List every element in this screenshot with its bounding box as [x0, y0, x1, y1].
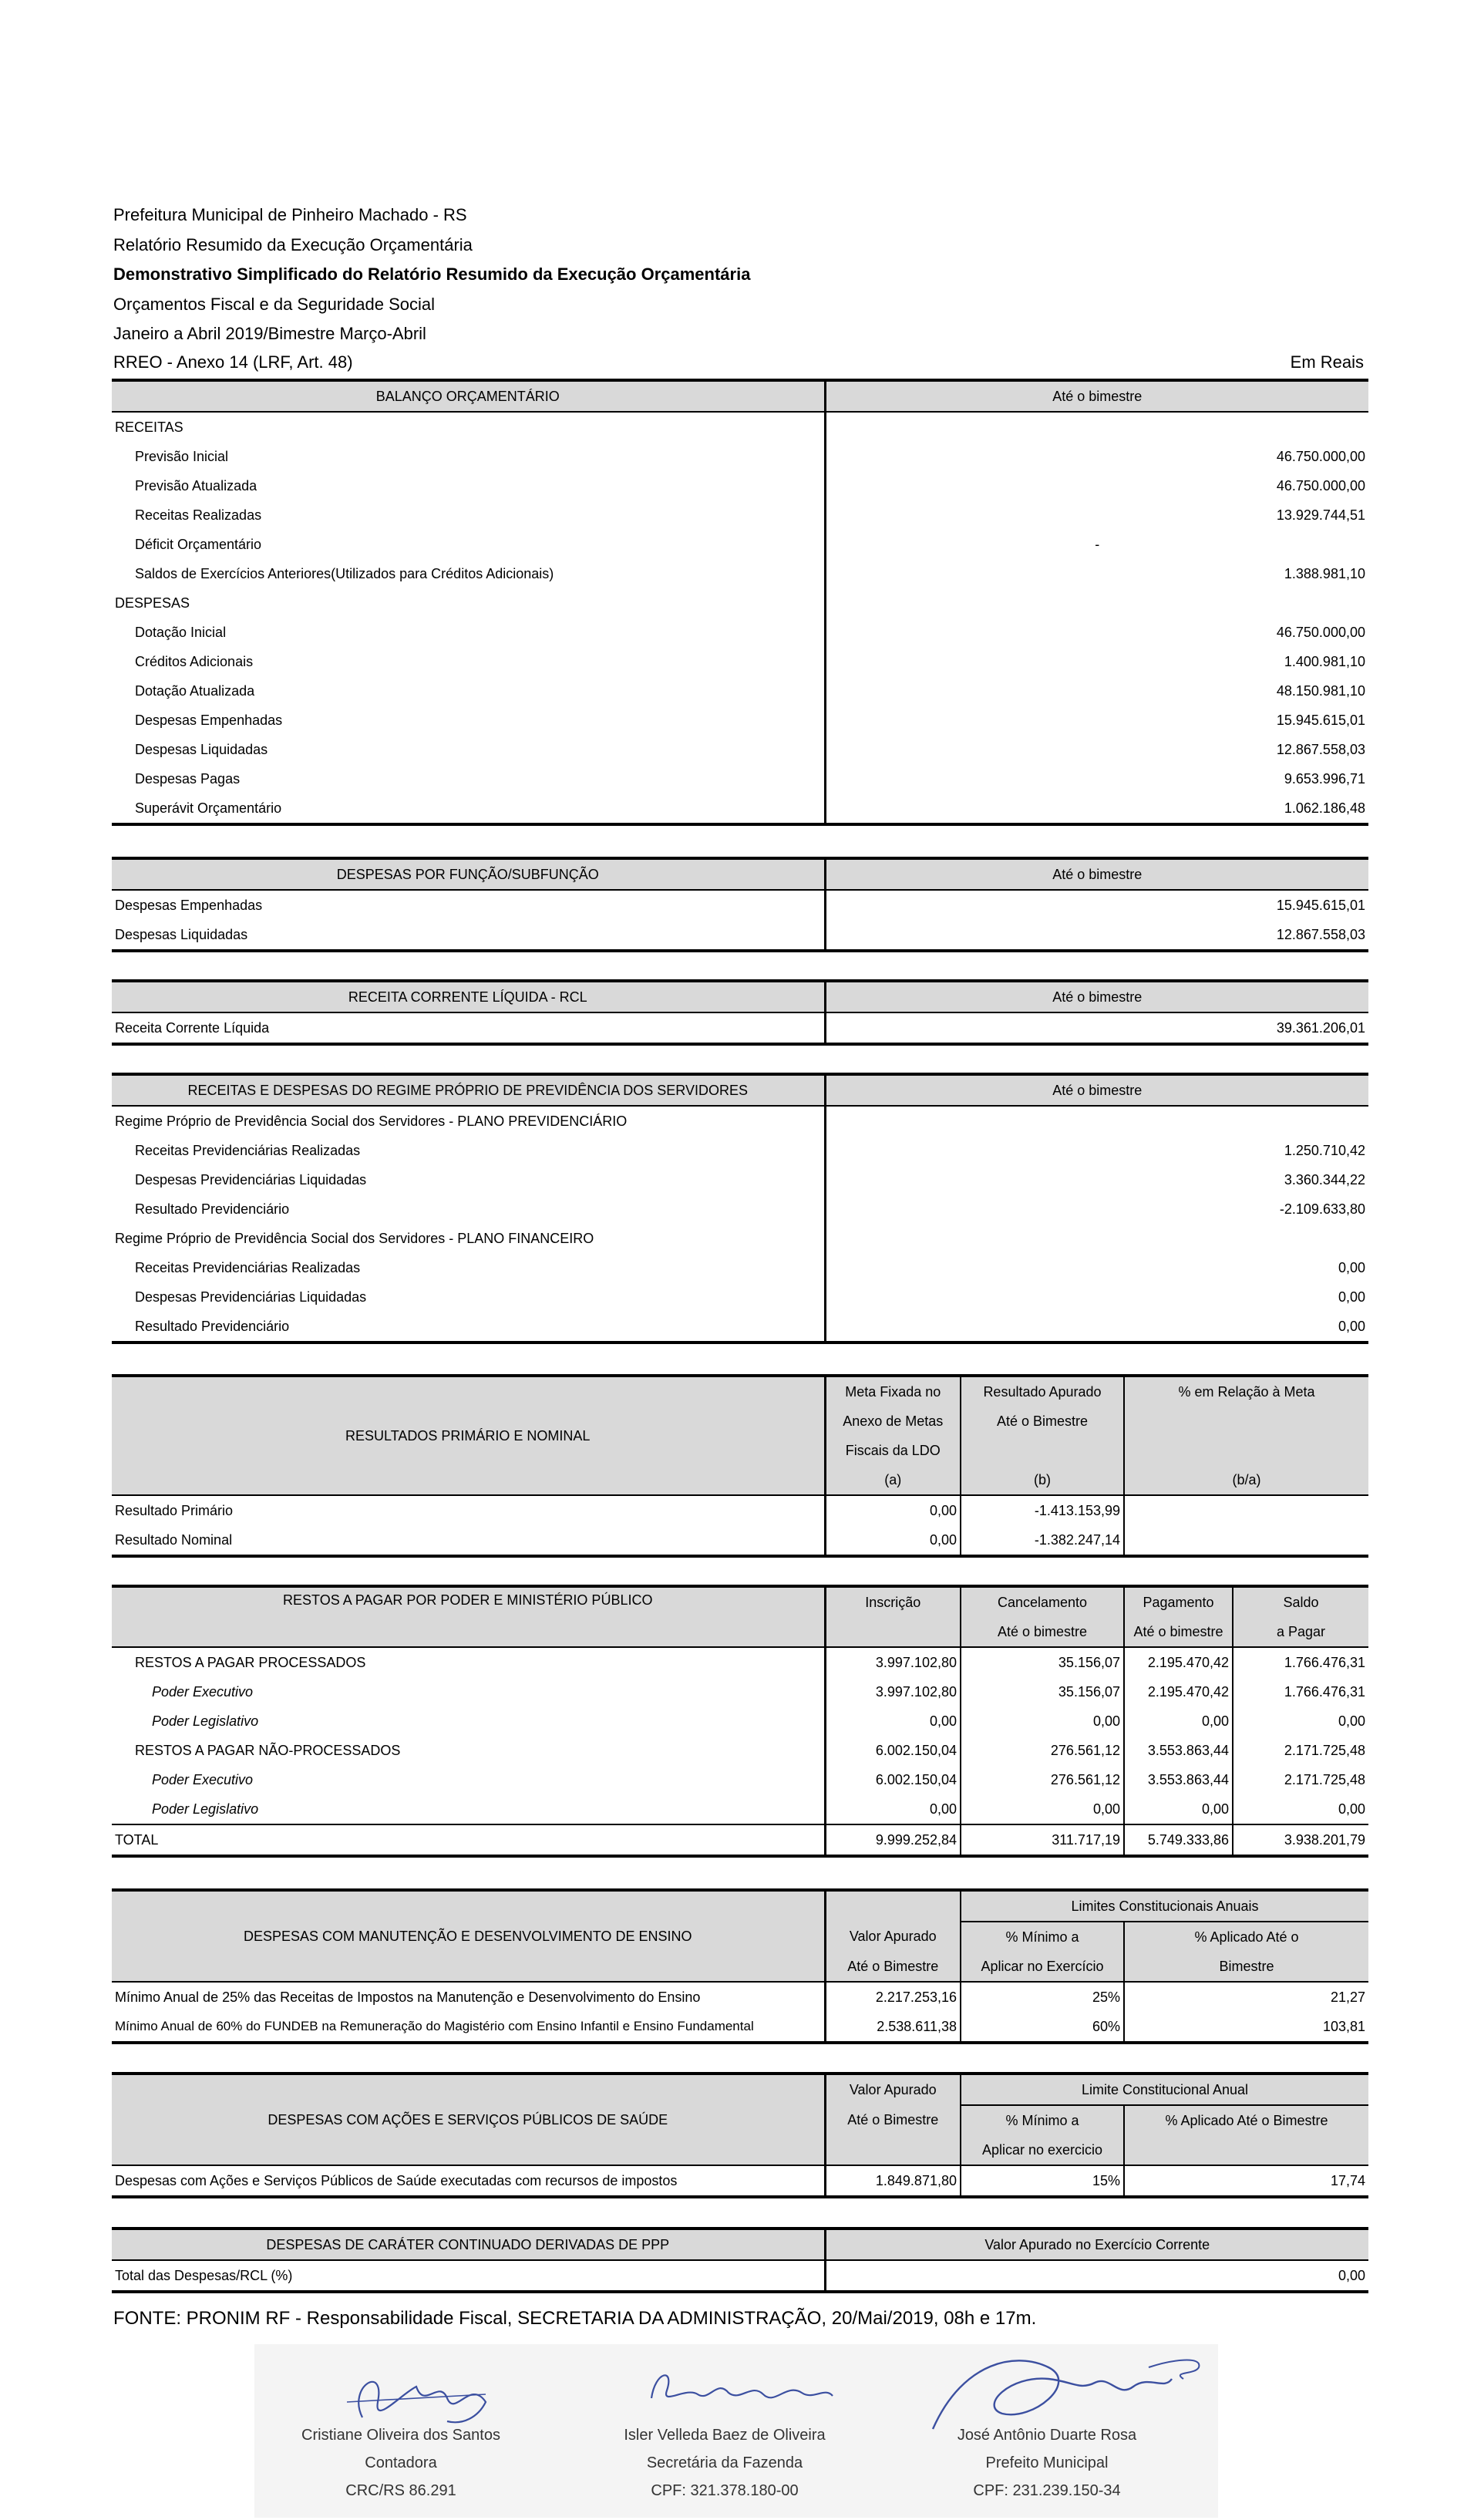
currency-unit: Em Reais — [1290, 352, 1364, 372]
column-header: % Aplicado Até o Bimestre — [1124, 2105, 1368, 2135]
signature-secretaria — [601, 2421, 848, 2505]
table-row: Dotação Atualizada 48.150.981,10 — [112, 676, 1368, 706]
table-row: RESTOS A PAGAR NÃO-PROCESSADOS 6.002.150,04 276.561,12 3.553.863,44 2.171.725,48 — [112, 1736, 1368, 1765]
source-note: FONTE: PRONIM RF - Responsabilidade Fiscal, SECRETARIA DA ADMINISTRAÇÃO, 20/Mai/2019, 08h e 17m. — [113, 2308, 1037, 2329]
column-header: Pagamento — [1124, 1586, 1233, 1617]
signatory-doc: CRC/RS 86.291 — [345, 2482, 456, 2499]
table-header: DESPESAS POR FUNÇÃO/SUBFUNÇÃO — [112, 858, 825, 890]
signatory-name: Cristiane Oliveira dos Santos — [301, 2427, 500, 2444]
column-header: Cancelamento — [961, 1586, 1124, 1617]
table-row: Saldos de Exercícios Anteriores(Utilizados para Créditos Adicionais) 1.388.981,10 — [112, 559, 1368, 588]
signatory-role: Secretária da Fazenda — [646, 2454, 803, 2471]
table-row: Despesas com Ações e Serviços Públicos de Saúde executadas com recursos de impostos 1.849.871,80 15% 17,74 — [112, 2165, 1368, 2197]
header-report-name: Relatório Resumido da Execução Orçamentária — [113, 235, 473, 254]
column-header: % Mínimo a — [961, 1922, 1124, 1952]
column-header: Resultado Apurado — [961, 1376, 1124, 1407]
table-row: Receitas Realizadas 13.929.744,51 — [112, 500, 1368, 530]
table-row: Receitas Previdenciárias Realizadas 1.250.710,42 — [112, 1136, 1368, 1165]
column-header: Até o bimestre — [825, 858, 1368, 890]
signature-prefeito — [924, 2421, 1170, 2505]
table-row: Poder Executivo 3.997.102,80 35.156,07 2.195.470,42 1.766.476,31 — [112, 1677, 1368, 1706]
column-header: Saldo — [1233, 1586, 1368, 1617]
table-row: Resultado Previdenciário 0,00 — [112, 1312, 1368, 1343]
table-row: Mínimo Anual de 25% das Receitas de Impostos na Manutenção e Desenvolvimento do Ensino 2.217.253,16 25% 21,27 — [112, 1982, 1368, 2012]
despesas-funcao-table — [112, 857, 1368, 952]
header-document-title: Demonstrativo Simplificado do Relatório Resumido da Execução Orçamentária — [113, 264, 751, 284]
table-row: Poder Legislativo 0,00 0,00 0,00 0,00 — [112, 1706, 1368, 1736]
table-row: Superávit Orçamentário 1.062.186,48 — [112, 793, 1368, 824]
header-period: Janeiro a Abril 2019/Bimestre Março-Abril — [113, 324, 426, 343]
ensino-table: DESPESAS COM MANUTENÇÃO E DESENVOLVIMENTO DE ENSINO Limites Constitucionais Anuais Valor Apurado % Mínimo a % Aplicado Até o Até o Bimestre Aplicar no Exercício Bimestre Mínimo Anual de 25% das Receitas de Impostos na Manutenção e Desenvolvimento do Ensino 2.217.253,16 25% 21,27 Mínimo Anual de 60% do FUNDEB na Remuneração do Magistério com Ensino Infantil e Ensino Fundamental 2.538.611,38 60% 103,81 — [112, 1888, 1368, 2044]
column-header: Limites Constitucionais Anuais — [961, 1890, 1368, 1922]
table-row: Previsão Inicial 46.750.000,00 — [112, 442, 1368, 471]
column-header: % Aplicado Até o — [1124, 1922, 1368, 1952]
ppp-table — [112, 2227, 1368, 2293]
column-header: % Mínimo a — [961, 2105, 1124, 2135]
table-header: DESPESAS COM MANUTENÇÃO E DESENVOLVIMENTO DE ENSINO — [112, 1890, 825, 1982]
table-row: Poder Executivo 6.002.150,04 276.561,12 3.553.863,44 2.171.725,48 — [112, 1765, 1368, 1794]
signatory-role: Prefeito Municipal — [985, 2454, 1109, 2471]
column-header: Valor Apurado no Exercício Corrente — [825, 2229, 1368, 2260]
table-header: RECEITAS E DESPESAS DO REGIME PRÓPRIO DE PREVIDÊNCIA DOS SERVIDORES — [112, 1074, 825, 1106]
column-header: Meta Fixada no — [825, 1376, 961, 1407]
signatory-doc: CPF: 231.239.150-34 — [973, 2482, 1121, 2499]
table-header: BALANÇO ORÇAMENTÁRIO — [112, 380, 825, 412]
table-row: Poder Legislativo 0,00 0,00 0,00 0,00 — [112, 1794, 1368, 1824]
column-header: Valor Apurado — [825, 2074, 961, 2105]
header-budget-scope: Orçamentos Fiscal e da Seguridade Social — [113, 295, 435, 314]
section-row: RECEITAS — [112, 412, 1368, 442]
table-row: Créditos Adicionais 1.400.981,10 — [112, 647, 1368, 676]
table-row: Despesas Pagas 9.653.996,71 — [112, 764, 1368, 793]
signatory-doc: CPF: 321.378.180-00 — [651, 2482, 799, 2499]
signatory-name: José Antônio Duarte Rosa — [957, 2427, 1137, 2444]
header-municipality: Prefeitura Municipal de Pinheiro Machado - RS — [113, 205, 467, 224]
signature-scribble-secretaria — [640, 2363, 840, 2417]
column-header: Limite Constitucional Anual — [961, 2074, 1368, 2105]
table-row: Resultado Previdenciário -2.109.633,80 — [112, 1194, 1368, 1224]
table-header: DESPESAS COM AÇÕES E SERVIÇOS PÚBLICOS DE SAÚDE — [112, 2074, 825, 2165]
table-row: Despesas Previdenciárias Liquidadas 3.360.344,22 — [112, 1165, 1368, 1194]
table-row: Dotação Inicial 46.750.000,00 — [112, 618, 1368, 647]
column-header: Valor Apurado — [825, 1922, 961, 1952]
table-row: Despesas Previdenciárias Liquidadas 0,00 — [112, 1282, 1368, 1312]
table-row: Despesas Empenhadas 15.945.615,01 — [112, 890, 1368, 920]
table-header: RECEITA CORRENTE LÍQUIDA - RCL — [112, 981, 825, 1012]
table-row: Resultado Nominal 0,00 -1.382.247,14 — [112, 1525, 1368, 1556]
column-header: Até o bimestre — [825, 380, 1368, 412]
rcl-table — [112, 979, 1368, 1046]
saude-table: DESPESAS COM AÇÕES E SERVIÇOS PÚBLICOS DE SAÚDE Valor Apurado Limite Constitucional Anual Até o Bimestre % Mínimo a % Aplicado Até o Bimestre Aplicar no exercicio Despesas com Ações e Serviços Públicos de Saúde executadas com recursos de impostos 1.849.871,80 15% 17,74 — [112, 2072, 1368, 2198]
column-header: % em Relação à Meta — [1124, 1376, 1368, 1407]
signatory-role: Contadora — [365, 2454, 437, 2471]
table-row: Previsão Atualizada 46.750.000,00 — [112, 471, 1368, 500]
column-header: Inscrição — [825, 1586, 961, 1617]
restos-a-pagar-table: RESTOS A PAGAR POR PODER E MINISTÉRIO PÚBLICO Inscrição Cancelamento Pagamento Saldo Até o bimestre Até o bimestre a Pagar RESTOS A PAGAR PROCESSADOS 3.997.102,80 35.156,07 2.195.470,42 1.766.476,31 Poder Executivo 3.997.102,80 35.156,07 2.195.470,42 1.766.476,31 Poder Legislativo 0,00 0,00 0,00 0,00 RESTOS A PAGAR NÃO-PROCESSADOS 6.002.150,04 276.561,12 3.553.863,44 2.171.725,48 Poder Executivo 6.002.150,04 276.561,12 3.553.863,44 2.171.725,48 Poder Legislativo 0,00 0,00 0,00 0,00 TOTAL 9.999.252,84 311.717,19 5.749.333,86 3.938.201,79 — [112, 1585, 1368, 1858]
table-row: Despesas Liquidadas 12.867.558,03 — [112, 920, 1368, 951]
table-row: Despesas Liquidadas 12.867.558,03 — [112, 735, 1368, 764]
signatory-name: Isler Velleda Baez de Oliveira — [624, 2427, 826, 2444]
section-row: Regime Próprio de Previdência Social dos Servidores - PLANO FINANCEIRO — [112, 1224, 1368, 1253]
balanco-orcamentario-table — [112, 379, 1368, 826]
table-row: Despesas Empenhadas 15.945.615,01 — [112, 706, 1368, 735]
table-row: Receita Corrente Líquida 39.361.206,01 — [112, 1012, 1368, 1044]
section-row: Regime Próprio de Previdência Social dos Servidores - PLANO PREVIDENCIÁRIO — [112, 1106, 1368, 1136]
section-row: DESPESAS — [112, 588, 1368, 618]
column-header: Até o bimestre — [825, 981, 1368, 1012]
table-header: RESULTADOS PRIMÁRIO E NOMINAL — [112, 1376, 825, 1495]
table-row: Resultado Primário 0,00 -1.413.153,99 — [112, 1495, 1368, 1525]
resultados-table: RESULTADOS PRIMÁRIO E NOMINAL Meta Fixada no Resultado Apurado % em Relação à Meta Anexo de Metas Até o Bimestre Fiscais da LDO (a) (b) (b/a) Resultado Primário 0,00 -1.413.153,99 Resultado Nominal 0,00 -1.382.247,14 — [112, 1374, 1368, 1558]
table-row: Mínimo Anual de 60% do FUNDEB na Remuneração do Magistério com Ensino Infantil e Ensino Fundamental 2.538.611,38 60% 103,81 — [112, 2012, 1368, 2043]
total-row: TOTAL 9.999.252,84 311.717,19 5.749.333,86 3.938.201,79 — [112, 1824, 1368, 1856]
table-row: RESTOS A PAGAR PROCESSADOS 3.997.102,80 35.156,07 2.195.470,42 1.766.476,31 — [112, 1647, 1368, 1677]
column-header: Até o bimestre — [825, 1074, 1368, 1106]
signature-contadora — [278, 2421, 524, 2505]
header-annex: RREO - Anexo 14 (LRF, Art. 48) — [113, 352, 353, 372]
table-header: RESTOS A PAGAR POR PODER E MINISTÉRIO PÚBLICO — [112, 1586, 825, 1647]
table-row: Total das Despesas/RCL (%) 0,00 — [112, 2260, 1368, 2292]
table-header: DESPESAS DE CARÁTER CONTINUADO DERIVADAS DE PPP — [112, 2229, 825, 2260]
table-row: Receitas Previdenciárias Realizadas 0,00 — [112, 1253, 1368, 1282]
table-row: Déficit Orçamentário - — [112, 530, 1368, 559]
rpps-table — [112, 1073, 1368, 1344]
